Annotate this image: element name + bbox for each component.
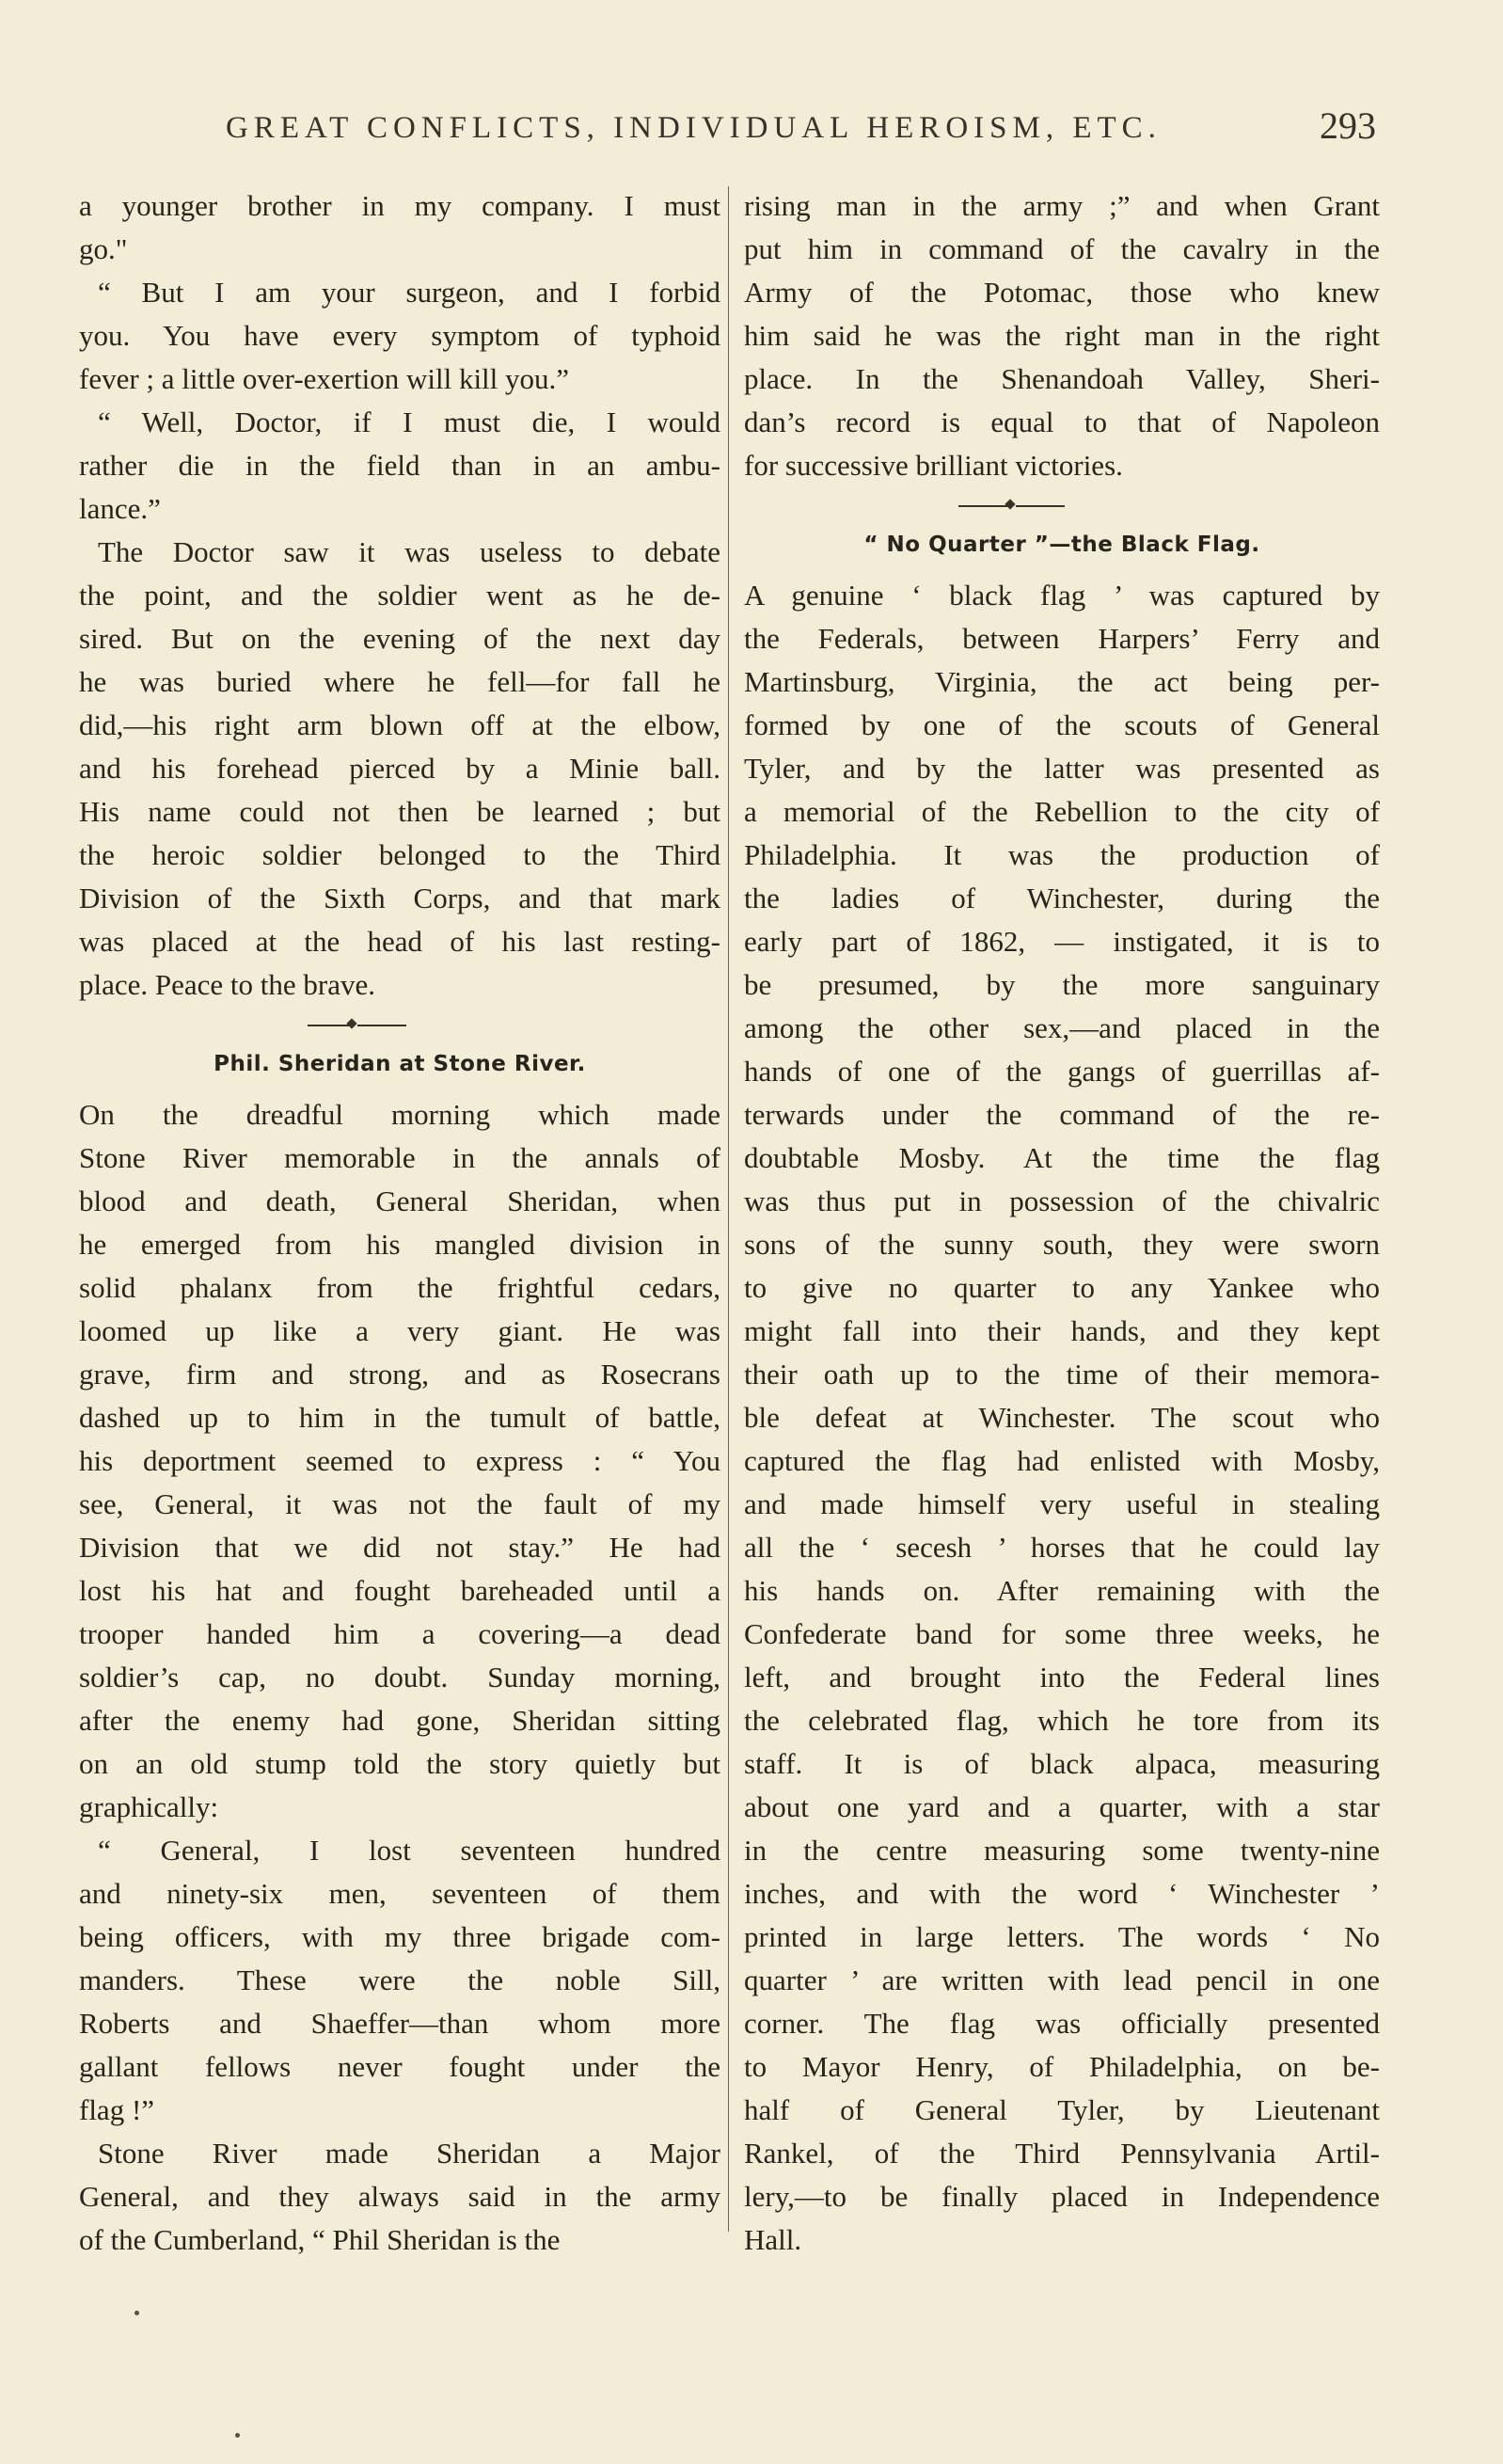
text-line: was thus put in possession of the chivalric (744, 1184, 1380, 1217)
text-line: and made himself very useful in stealing (744, 1487, 1380, 1520)
text-line: Army of the Potomac, those who knew (744, 276, 1380, 309)
text-line: inches, and with the word ‘ Winchester ’ (744, 1877, 1380, 1910)
text-line: Martinsburg, Virginia, the act being per- (744, 665, 1380, 698)
text-line: Tyler, and by the latter was presented as (744, 752, 1380, 785)
text-line: was placed at the head of his last resting- (79, 925, 720, 958)
right-column (744, 184, 1380, 2262)
text-line: terwards under the command of the re- (744, 1098, 1380, 1131)
text-line: quarter ’ are written with lead pencil in one (744, 1963, 1380, 1996)
text-line: rather die in the field than in an ambu- (79, 449, 720, 482)
text-line: flag !” (79, 2093, 155, 2126)
section-divider (79, 1007, 720, 1042)
paper-speck (134, 2311, 139, 2315)
text-line: of the Cumberland, “ Phil Sheridan is the (79, 2223, 561, 2256)
text-line: A genuine ‘ black flag ’ was captured by (744, 579, 1380, 612)
column-divider (728, 186, 729, 2232)
text-line: gallant fellows never fought under the (79, 2050, 720, 2083)
section-heading-black-flag: “ No Quarter ”—the Black Flag. (863, 533, 1260, 557)
text-line: to Mayor Henry, of Philadelphia, on be- (744, 2050, 1380, 2083)
text-line: sons of the sunny south, they were sworn (744, 1228, 1380, 1261)
text-line: about one yard and a quarter, with a star (744, 1790, 1380, 1823)
text-line: Hall. (744, 2223, 802, 2256)
text-line: solid phalanx from the frightful cedars, (79, 1271, 720, 1304)
text-line: lance.” (79, 492, 161, 525)
text-line: be presumed, by the more sanguinary (744, 968, 1380, 1001)
text-line: the point, and the soldier went as he de- (79, 579, 720, 612)
text-line: the heroic soldier belonged to the Third (79, 838, 720, 871)
text-line: the ladies of Winchester, during the (744, 882, 1380, 914)
text-line: rising man in the army ;” and when Grant (744, 189, 1380, 222)
text-line: Stone River memorable in the annals of (79, 1141, 720, 1174)
text-line: Confederate band for some three weeks, he (744, 1617, 1380, 1650)
text-line: soldier’s cap, no doubt. Sunday morning, (79, 1661, 720, 1693)
text-line: hands of one of the gangs of guerrillas af- (744, 1055, 1380, 1088)
text-line: to give no quarter to any Yankee who (744, 1271, 1380, 1304)
text-line: place. In the Shenandoah Valley, Sheri- (744, 362, 1380, 395)
text-line: being officers, with my three brigade com- (79, 1920, 720, 1953)
text-line: and his forehead pierced by a Minie ball. (79, 752, 720, 785)
text-line: sired. But on the evening of the next day (79, 622, 720, 655)
text-line: The Doctor saw it was useless to debate (98, 535, 720, 568)
text-line: put him in command of the cavalry in the (744, 232, 1380, 265)
text-line: him said he was the right man in the right (744, 319, 1380, 352)
text-line: Division that we did not stay.” He had (79, 1531, 720, 1564)
text-line: among the other sex,—and placed in the (744, 1011, 1380, 1044)
left-column (79, 184, 720, 2262)
text-line: “ But I am your surgeon, and I forbid (98, 276, 720, 309)
text-line: did,—his right arm blown off at the elbow, (79, 708, 720, 741)
text-line: graphically: (79, 1790, 219, 1823)
text-line: doubtable Mosby. At the time the flag (744, 1141, 1380, 1174)
text-line: “ Well, Doctor, if I must die, I would (98, 405, 720, 438)
text-line: staff. It is of black alpaca, measuring (744, 1747, 1380, 1780)
text-line: On the dreadful morning which made (79, 1098, 720, 1131)
text-line: place. Peace to the brave. (79, 968, 375, 1001)
running-head: GREAT CONFLICTS, INDIVIDUAL HEROISM, ETC. (226, 111, 1162, 145)
text-line: after the enemy had gone, Sheridan sitting (79, 1704, 720, 1737)
text-line: his hands on. After remaining with the (744, 1574, 1380, 1607)
text-line: printed in large letters. The words ‘ No (744, 1920, 1380, 1953)
text-line: lost his hat and fought bareheaded until a (79, 1574, 720, 1607)
left-section-paragraphs (79, 1093, 720, 2262)
text-line: the celebrated flag, which he tore from its (744, 1704, 1380, 1737)
page-number: 293 (1320, 104, 1376, 147)
text-line: he emerged from his mangled division in (79, 1228, 720, 1261)
text-line: Division of the Sixth Corps, and that mark (79, 882, 720, 914)
text-line: and ninety-six men, seventeen of them (79, 1877, 720, 1910)
text-line: left, and brought into the Federal lines (744, 1661, 1380, 1693)
text-line: see, General, it was not the fault of my (79, 1487, 720, 1520)
right-opening-paragraphs (744, 184, 1380, 487)
text-line: go." (79, 232, 128, 265)
text-line: might fall into their hands, and they kept (744, 1314, 1380, 1347)
text-line: Stone River made Sheridan a Major (98, 2137, 720, 2170)
text-line: grave, firm and strong, and as Rosecrans (79, 1358, 720, 1391)
text-line: lery,—to be finally placed in Independence (744, 2180, 1380, 2213)
text-line: all the ‘ secesh ’ horses that he could lay (744, 1531, 1380, 1564)
text-line: ble defeat at Winchester. The scout who (744, 1401, 1380, 1434)
text-line: Philadelphia. It was the production of (744, 838, 1380, 871)
section-heading-sheridan: Phil. Sheridan at Stone River. (214, 1052, 586, 1076)
text-line: for successive brilliant victories. (744, 449, 1123, 482)
text-line: blood and death, General Sheridan, when (79, 1184, 720, 1217)
text-line: corner. The flag was officially presented (744, 2007, 1380, 2040)
section-divider (744, 487, 1380, 523)
text-line: early part of 1862, — instigated, it is to (744, 925, 1380, 958)
text-line: his deportment seemed to express : “ You (79, 1444, 720, 1477)
text-line: dan’s record is equal to that of Napoleon (744, 405, 1380, 438)
text-line: fever ; a little over-exertion will kill you.” (79, 362, 570, 395)
text-line: His name could not then be learned ; but (79, 795, 720, 828)
text-line: General, and they always said in the army (79, 2180, 720, 2213)
text-line: dashed up to him in the tumult of battle, (79, 1401, 720, 1434)
text-line: “ General, I lost seventeen hundred (98, 1834, 720, 1867)
text-line: a memorial of the Rebellion to the city of (744, 795, 1380, 828)
text-line: in the centre measuring some twenty-nine (744, 1834, 1380, 1867)
text-line: half of General Tyler, by Lieutenant (744, 2093, 1380, 2126)
text-line: Rankel, of the Third Pennsylvania Artil- (744, 2137, 1380, 2170)
left-opening-paragraphs (79, 184, 720, 1007)
text-line: he was buried where he fell—for fall he (79, 665, 720, 698)
text-line: their oath up to the time of their memora- (744, 1358, 1380, 1391)
text-line: Roberts and Shaeffer—than whom more (79, 2007, 720, 2040)
paper-speck (235, 2433, 240, 2438)
text-line: trooper handed him a covering—a dead (79, 1617, 720, 1650)
text-line: loomed up like a very giant. He was (79, 1314, 720, 1347)
right-section-paragraphs (744, 574, 1380, 2262)
text-line: on an old stump told the story quietly but (79, 1747, 720, 1780)
text-line: the Federals, between Harpers’ Ferry and (744, 622, 1380, 655)
text-line: captured the flag had enlisted with Mosby, (744, 1444, 1380, 1477)
text-line: manders. These were the noble Sill, (79, 1963, 720, 1996)
text-line: a younger brother in my company. I must (79, 189, 720, 222)
text-line: formed by one of the scouts of General (744, 708, 1380, 741)
text-line: you. You have every symptom of typhoid (79, 319, 720, 352)
